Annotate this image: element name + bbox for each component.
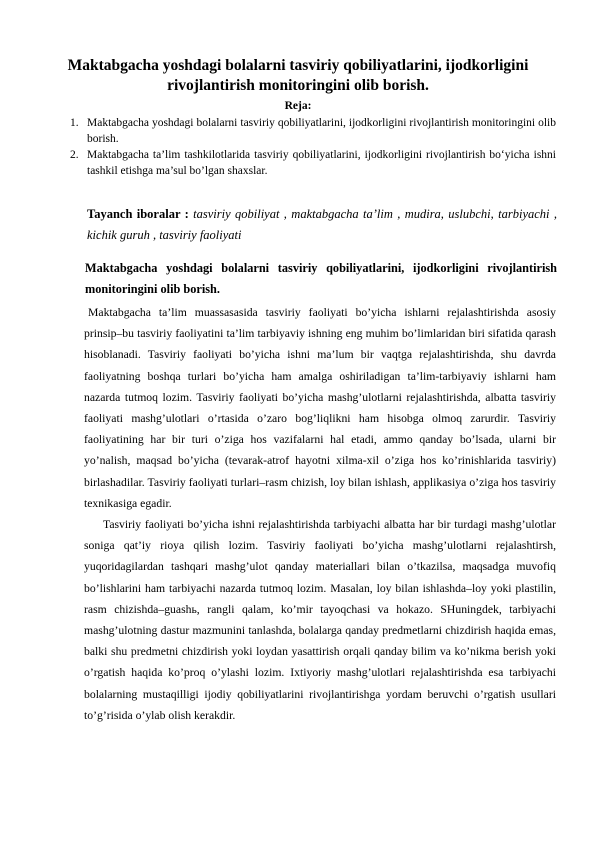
body-paragraph: Maktabgacha ta’lim muassasasida tasviriy faoliyati bo’yicha ishlarni rejalashtirishda asosiy prinsip–bu tasviriy faoliyatini ta’lim tarbiyaviy ishning eng muhim bo’limlaridan biri sifatida qarash hisoblanadi. Tasviriy faoliyati bo’yicha ishni ma’lum bir vaqtga rejalashtirishda, shu davrda faoliyatning boshqa turlari bo’yicha ham amalga oshiriladigan ta’lim-tarbiyaviy ishlarni ham nazarda tutmoq lozim. Tasviriy faoliyati bo’yicha mashg’ulotlarni rejalashtirishda, albatta tasviriy faoliyati mashg’ulotlari o’rtasida o’zaro bog’liqlikni ham hisobga olmoq zarurdir. Tasviriy faoliyatining har bir turi o’ziga hos vazifalarni hal etadi, ammo qanday bo’lsada, ularni bir yo’nalish, maqsad bo’yicha (tevarak-atrof hayotni xilma-xil o’ziga hos ko’rinishlarida tasviriy) birlashadilar. Tasviriy faoliyati turlari–rasm chizish, loy bilan ishlash, applikasiya o’ziga hos tasviriy texnikasiga egadir. bbox=[84, 306, 556, 510]
body-text bbox=[84, 302, 556, 726]
keywords-text: tasviriy qobiliyat , maktabgacha ta’lim , mudira, uslubchi, tarbiyachi , kichik guruh , tasviriy faoliyati bbox=[87, 207, 557, 242]
plan-item-number: 2. bbox=[70, 149, 79, 161]
plan-item-text: Maktabgacha ta’lim tashkilotlarida tasviriy qobiliyatlarini, ijodkorligini rivojlantirish bo‘yicha ishni tashkil etishga ma’sul bo’lgan shaxslar. bbox=[87, 149, 556, 177]
keywords-label: Tayanch iboralar : bbox=[87, 207, 189, 221]
plan-item-text: Maktabgacha yoshdagi bolalarni tasviriy qobiliyatlarini, ijodkorligini rivojlantirish monitoringini olib borish. bbox=[87, 117, 556, 145]
body-paragraph: Tasviriy faoliyati bo’yicha ishni rejalashtirishda tarbiyachi albatta har bir turdagi mashg’ulotlar soniga qat’iy rioya qilish lozim. Tasviriy faoliyati bo’yicha mashg’ulotlarni rejalashtirsh, yuqoridagilardan tashqari mashg’ulot qanday materiallari bilan o’tkazilsa, maqsadga muvofiq bo’lishlarini ham tarbiyachi nazarda tutmoq lozim. Masalan, loy bilan ishlashda–loy yoki plastilin, rasm chizishda–guashь, rangli qalam, ko’mir tayoqchasi va hokazo. SHuningdek, tarbiyachi mashg’ulotning dastur mazmunini tanlashda, bolalarga qanday predmetlarni chizdirish haqida emas, balki shu predmetni chizdirish yoki loydan yasattirish orqali qanday bilim va ko’nikma berish yoki o’rgatish haqida ko’proq o’ylashi lozim. Ixtiyoriy mashg’ulotlari rejalashtirishda esa tarbiyachi bolalarning mustaqilligi ijodiy qobiliyatlarini rivojlantirishga yordam beruvchi o’rgatish usullari to’g’risida o’ylab olish kerakdir. bbox=[84, 518, 556, 722]
section-subheading: Maktabgacha yoshdagi bolalarni tasviriy qobiliyatlarini, ijodkorligini rivojlantirish monitoringini olib borish. bbox=[85, 261, 557, 296]
document-title: Maktabgacha yoshdagi bolalarni tasviriy qobiliyatlarini, ijodkorligini rivojlantirish monitoringini olib borish. bbox=[67, 57, 529, 94]
plan-item-number: 1. bbox=[70, 117, 79, 129]
plan-item bbox=[58, 115, 556, 147]
plan-heading: Reja: bbox=[284, 100, 312, 112]
plan-item bbox=[58, 147, 556, 179]
keywords-block bbox=[87, 204, 557, 246]
plan-list bbox=[58, 115, 556, 179]
